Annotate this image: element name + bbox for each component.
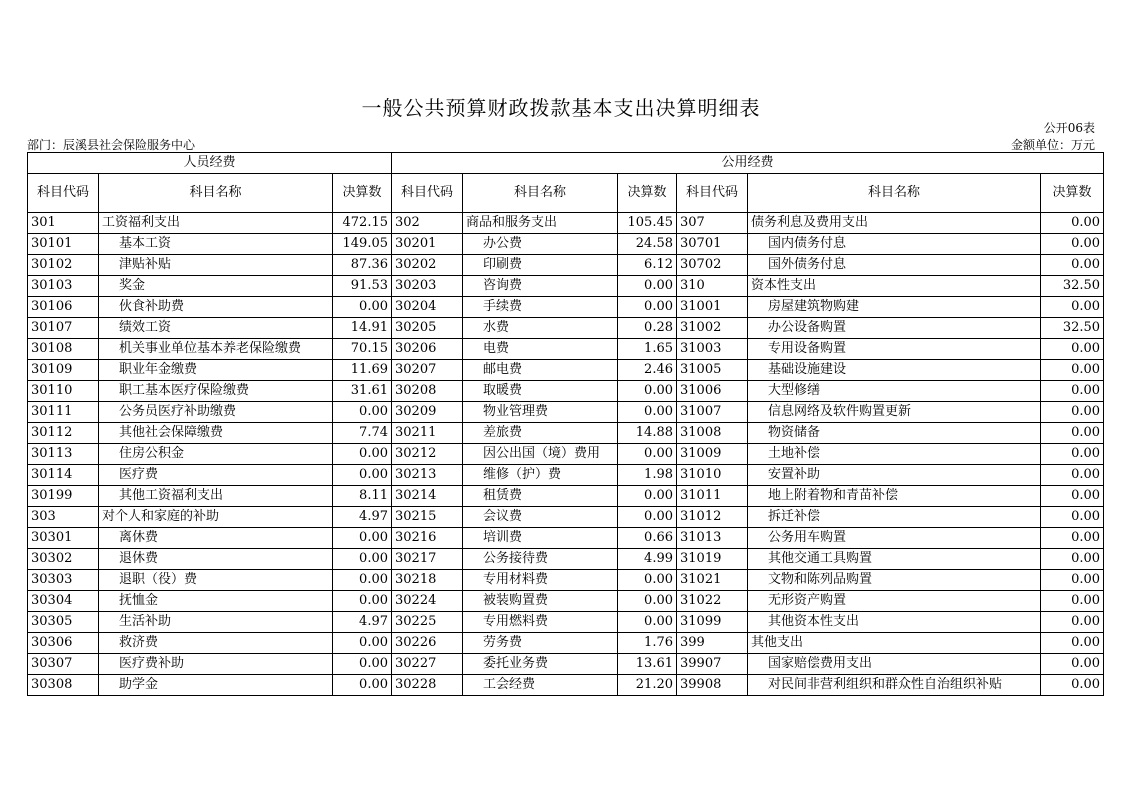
cell-amount: 0.00 bbox=[1041, 381, 1104, 402]
cell-name: 办公设备购置 bbox=[748, 318, 1041, 339]
cell-code: 30112 bbox=[28, 423, 99, 444]
cell-name: 助学金 bbox=[99, 675, 333, 696]
cell-amount: 0.00 bbox=[1041, 423, 1104, 444]
cell-code: 30216 bbox=[392, 528, 463, 549]
cell-amount: 13.61 bbox=[618, 654, 677, 675]
cell-amount: 91.53 bbox=[333, 276, 392, 297]
cell-amount: 4.97 bbox=[333, 507, 392, 528]
cell-code: 31099 bbox=[677, 612, 748, 633]
cell-name: 工会经费 bbox=[463, 675, 618, 696]
cell-amount: 0.00 bbox=[333, 444, 392, 465]
table-body bbox=[28, 213, 1104, 696]
cell-code: 30209 bbox=[392, 402, 463, 423]
cell-code: 31010 bbox=[677, 465, 748, 486]
cell-amount: 0.00 bbox=[333, 549, 392, 570]
cell-code: 31001 bbox=[677, 297, 748, 318]
table-row bbox=[28, 465, 1104, 486]
cell-code: 30207 bbox=[392, 360, 463, 381]
cell-amount: 0.00 bbox=[1041, 465, 1104, 486]
cell-amount: 0.00 bbox=[1041, 570, 1104, 591]
cell-name: 安置补助 bbox=[748, 465, 1041, 486]
cell-amount: 0.00 bbox=[333, 465, 392, 486]
cell-code: 30106 bbox=[28, 297, 99, 318]
cell-code: 30102 bbox=[28, 255, 99, 276]
cell-code: 30304 bbox=[28, 591, 99, 612]
cell-amount: 32.50 bbox=[1041, 318, 1104, 339]
cell-amount: 0.00 bbox=[618, 276, 677, 297]
table-row bbox=[28, 633, 1104, 654]
cell-amount: 1.76 bbox=[618, 633, 677, 654]
cell-code: 30111 bbox=[28, 402, 99, 423]
code-header: 科目代码 bbox=[677, 174, 748, 213]
cell-code: 30305 bbox=[28, 612, 99, 633]
cell-amount: 0.00 bbox=[1041, 654, 1104, 675]
cell-amount: 0.00 bbox=[1041, 213, 1104, 234]
cell-amount: 0.00 bbox=[618, 297, 677, 318]
cell-name: 委托业务费 bbox=[463, 654, 618, 675]
cell-name: 基本工资 bbox=[99, 234, 333, 255]
cell-amount: 0.00 bbox=[1041, 339, 1104, 360]
cell-amount: 0.00 bbox=[618, 612, 677, 633]
cell-code: 39907 bbox=[677, 654, 748, 675]
cell-code: 30110 bbox=[28, 381, 99, 402]
cell-amount: 8.11 bbox=[333, 486, 392, 507]
cell-name: 退休费 bbox=[99, 549, 333, 570]
cell-amount: 0.00 bbox=[1041, 675, 1104, 696]
cell-code: 30211 bbox=[392, 423, 463, 444]
cell-amount: 0.00 bbox=[1041, 402, 1104, 423]
cell-amount: 0.00 bbox=[333, 591, 392, 612]
cell-name: 医疗费补助 bbox=[99, 654, 333, 675]
cell-amount: 0.00 bbox=[618, 402, 677, 423]
amount-header: 决算数 bbox=[333, 174, 392, 213]
cell-amount: 87.36 bbox=[333, 255, 392, 276]
cell-code: 31019 bbox=[677, 549, 748, 570]
cell-amount: 0.00 bbox=[1041, 549, 1104, 570]
cell-name: 公务用车购置 bbox=[748, 528, 1041, 549]
table-row bbox=[28, 255, 1104, 276]
cell-code: 30206 bbox=[392, 339, 463, 360]
table-row bbox=[28, 528, 1104, 549]
cell-amount: 0.00 bbox=[333, 654, 392, 675]
cell-code: 30215 bbox=[392, 507, 463, 528]
table-row bbox=[28, 297, 1104, 318]
cell-amount: 21.20 bbox=[618, 675, 677, 696]
cell-amount: 0.00 bbox=[1041, 528, 1104, 549]
cell-code: 31022 bbox=[677, 591, 748, 612]
table-row bbox=[28, 318, 1104, 339]
cell-code: 30212 bbox=[392, 444, 463, 465]
cell-amount: 0.00 bbox=[1041, 444, 1104, 465]
name-header: 科目名称 bbox=[748, 174, 1041, 213]
personnel-header: 人员经费 bbox=[28, 153, 392, 174]
cell-code: 30201 bbox=[392, 234, 463, 255]
cell-code: 30217 bbox=[392, 549, 463, 570]
cell-code: 30214 bbox=[392, 486, 463, 507]
cell-name: 物资储备 bbox=[748, 423, 1041, 444]
cell-amount: 6.12 bbox=[618, 255, 677, 276]
amount-header: 决算数 bbox=[1041, 174, 1104, 213]
cell-amount: 0.00 bbox=[333, 675, 392, 696]
cell-name: 咨询费 bbox=[463, 276, 618, 297]
name-header: 科目名称 bbox=[99, 174, 333, 213]
cell-code: 30224 bbox=[392, 591, 463, 612]
cell-name: 其他支出 bbox=[748, 633, 1041, 654]
cell-code: 30114 bbox=[28, 465, 99, 486]
table-tag: 公开06表 bbox=[1043, 121, 1095, 135]
cell-amount: 0.00 bbox=[618, 591, 677, 612]
cell-name: 文物和陈列品购置 bbox=[748, 570, 1041, 591]
table-row bbox=[28, 591, 1104, 612]
cell-name: 债务利息及费用支出 bbox=[748, 213, 1041, 234]
cell-name: 电费 bbox=[463, 339, 618, 360]
cell-name: 伙食补助费 bbox=[99, 297, 333, 318]
cell-name: 救济费 bbox=[99, 633, 333, 654]
cell-name: 国内债务付息 bbox=[748, 234, 1041, 255]
table-row bbox=[28, 276, 1104, 297]
cell-code: 31009 bbox=[677, 444, 748, 465]
table-row bbox=[28, 402, 1104, 423]
cell-name: 住房公积金 bbox=[99, 444, 333, 465]
cell-amount: 0.00 bbox=[618, 507, 677, 528]
cell-name: 国外债务付息 bbox=[748, 255, 1041, 276]
cell-amount: 0.00 bbox=[1041, 297, 1104, 318]
cell-code: 30701 bbox=[677, 234, 748, 255]
cell-name: 地上附着物和青苗补偿 bbox=[748, 486, 1041, 507]
cell-code: 31011 bbox=[677, 486, 748, 507]
cell-amount: 0.66 bbox=[618, 528, 677, 549]
cell-name: 其他资本性支出 bbox=[748, 612, 1041, 633]
table-row bbox=[28, 654, 1104, 675]
cell-amount: 0.00 bbox=[1041, 486, 1104, 507]
cell-code: 30308 bbox=[28, 675, 99, 696]
cell-code: 30302 bbox=[28, 549, 99, 570]
cell-name: 其他工资福利支出 bbox=[99, 486, 333, 507]
cell-name: 退职（役）费 bbox=[99, 570, 333, 591]
cell-code: 307 bbox=[677, 213, 748, 234]
cell-name: 医疗费 bbox=[99, 465, 333, 486]
cell-amount: 1.65 bbox=[618, 339, 677, 360]
cell-code: 399 bbox=[677, 633, 748, 654]
cell-name: 土地补偿 bbox=[748, 444, 1041, 465]
cell-name: 绩效工资 bbox=[99, 318, 333, 339]
cell-code: 30306 bbox=[28, 633, 99, 654]
cell-name: 公务接待费 bbox=[463, 549, 618, 570]
cell-amount: 0.00 bbox=[1041, 234, 1104, 255]
cell-name: 机关事业单位基本养老保险缴费 bbox=[99, 339, 333, 360]
cell-name: 无形资产购置 bbox=[748, 591, 1041, 612]
table-row bbox=[28, 381, 1104, 402]
cell-name: 生活补助 bbox=[99, 612, 333, 633]
cell-name: 职业年金缴费 bbox=[99, 360, 333, 381]
code-header: 科目代码 bbox=[392, 174, 463, 213]
cell-name: 会议费 bbox=[463, 507, 618, 528]
cell-code: 30101 bbox=[28, 234, 99, 255]
cell-name: 专用设备购置 bbox=[748, 339, 1041, 360]
table-row bbox=[28, 507, 1104, 528]
cell-name: 大型修缮 bbox=[748, 381, 1041, 402]
cell-code: 30103 bbox=[28, 276, 99, 297]
name-header: 科目名称 bbox=[463, 174, 618, 213]
cell-amount: 32.50 bbox=[1041, 276, 1104, 297]
cell-amount: 0.00 bbox=[1041, 255, 1104, 276]
cell-amount: 0.00 bbox=[333, 570, 392, 591]
cell-name: 邮电费 bbox=[463, 360, 618, 381]
cell-amount: 14.88 bbox=[618, 423, 677, 444]
cell-name: 房屋建筑物购建 bbox=[748, 297, 1041, 318]
cell-code: 30107 bbox=[28, 318, 99, 339]
cell-name: 资本性支出 bbox=[748, 276, 1041, 297]
department-label: 部门：辰溪县社会保险服务中心 bbox=[27, 138, 196, 152]
table-row bbox=[28, 444, 1104, 465]
cell-code: 39908 bbox=[677, 675, 748, 696]
cell-amount: 11.69 bbox=[333, 360, 392, 381]
cell-code: 31007 bbox=[677, 402, 748, 423]
cell-code: 30702 bbox=[677, 255, 748, 276]
cell-name: 租赁费 bbox=[463, 486, 618, 507]
cell-amount: 0.00 bbox=[1041, 591, 1104, 612]
cell-amount: 0.00 bbox=[1041, 633, 1104, 654]
cell-code: 30108 bbox=[28, 339, 99, 360]
cell-name: 对个人和家庭的补助 bbox=[99, 507, 333, 528]
cell-name: 物业管理费 bbox=[463, 402, 618, 423]
cell-amount: 0.00 bbox=[333, 402, 392, 423]
cell-code: 30109 bbox=[28, 360, 99, 381]
cell-amount: 1.98 bbox=[618, 465, 677, 486]
cell-amount: 0.00 bbox=[618, 444, 677, 465]
table-row bbox=[28, 675, 1104, 696]
cell-code: 30227 bbox=[392, 654, 463, 675]
table-row bbox=[28, 612, 1104, 633]
cell-name: 对民间非营利组织和群众性自治组织补贴 bbox=[748, 675, 1041, 696]
cell-code: 30205 bbox=[392, 318, 463, 339]
cell-name: 公务员医疗补助缴费 bbox=[99, 402, 333, 423]
cell-code: 30113 bbox=[28, 444, 99, 465]
cell-name: 取暖费 bbox=[463, 381, 618, 402]
cell-code: 30213 bbox=[392, 465, 463, 486]
cell-name: 离休费 bbox=[99, 528, 333, 549]
table-row bbox=[28, 549, 1104, 570]
cell-amount: 4.99 bbox=[618, 549, 677, 570]
cell-amount: 70.15 bbox=[333, 339, 392, 360]
cell-code: 30307 bbox=[28, 654, 99, 675]
cell-code: 30203 bbox=[392, 276, 463, 297]
cell-code: 303 bbox=[28, 507, 99, 528]
cell-code: 30303 bbox=[28, 570, 99, 591]
cell-name: 被装购置费 bbox=[463, 591, 618, 612]
cell-name: 基础设施建设 bbox=[748, 360, 1041, 381]
cell-name: 工资福利支出 bbox=[99, 213, 333, 234]
unit-label: 金额单位：万元 bbox=[1010, 138, 1095, 152]
cell-name: 职工基本医疗保险缴费 bbox=[99, 381, 333, 402]
cell-amount: 14.91 bbox=[333, 318, 392, 339]
cell-code: 31013 bbox=[677, 528, 748, 549]
cell-code: 31003 bbox=[677, 339, 748, 360]
cell-code: 30301 bbox=[28, 528, 99, 549]
cell-name: 其他交通工具购置 bbox=[748, 549, 1041, 570]
cell-amount: 149.05 bbox=[333, 234, 392, 255]
cell-code: 31005 bbox=[677, 360, 748, 381]
cell-name: 抚恤金 bbox=[99, 591, 333, 612]
table-row bbox=[28, 423, 1104, 444]
cell-code: 30225 bbox=[392, 612, 463, 633]
cell-name: 其他社会保障缴费 bbox=[99, 423, 333, 444]
cell-code: 30226 bbox=[392, 633, 463, 654]
cell-code: 30228 bbox=[392, 675, 463, 696]
cell-code: 301 bbox=[28, 213, 99, 234]
cell-name: 手续费 bbox=[463, 297, 618, 318]
cell-name: 拆迁补偿 bbox=[748, 507, 1041, 528]
cell-code: 31002 bbox=[677, 318, 748, 339]
cell-code: 31021 bbox=[677, 570, 748, 591]
cell-amount: 0.00 bbox=[618, 381, 677, 402]
cell-name: 商品和服务支出 bbox=[463, 213, 618, 234]
cell-amount: 0.00 bbox=[618, 570, 677, 591]
cell-code: 30218 bbox=[392, 570, 463, 591]
table-row bbox=[28, 213, 1104, 234]
cell-name: 因公出国（境）费用 bbox=[463, 444, 618, 465]
cell-code: 302 bbox=[392, 213, 463, 234]
cell-amount: 0.00 bbox=[1041, 612, 1104, 633]
cell-code: 31012 bbox=[677, 507, 748, 528]
cell-amount: 105.45 bbox=[618, 213, 677, 234]
cell-code: 310 bbox=[677, 276, 748, 297]
cell-amount: 0.28 bbox=[618, 318, 677, 339]
cell-amount: 24.58 bbox=[618, 234, 677, 255]
cell-name: 奖金 bbox=[99, 276, 333, 297]
cell-code: 30202 bbox=[392, 255, 463, 276]
cell-name: 维修（护）费 bbox=[463, 465, 618, 486]
table-row bbox=[28, 486, 1104, 507]
cell-amount: 4.97 bbox=[333, 612, 392, 633]
cell-code: 31006 bbox=[677, 381, 748, 402]
cell-name: 印刷费 bbox=[463, 255, 618, 276]
amount-header: 决算数 bbox=[618, 174, 677, 213]
table-row bbox=[28, 339, 1104, 360]
code-header: 科目代码 bbox=[28, 174, 99, 213]
cell-amount: 31.61 bbox=[333, 381, 392, 402]
cell-name: 差旅费 bbox=[463, 423, 618, 444]
table-row bbox=[28, 360, 1104, 381]
cell-code: 31008 bbox=[677, 423, 748, 444]
cell-name: 办公费 bbox=[463, 234, 618, 255]
cell-code: 30204 bbox=[392, 297, 463, 318]
cell-amount: 0.00 bbox=[618, 486, 677, 507]
public-header: 公用经费 bbox=[392, 153, 1104, 174]
cell-name: 国家赔偿费用支出 bbox=[748, 654, 1041, 675]
cell-amount: 0.00 bbox=[333, 633, 392, 654]
cell-name: 培训费 bbox=[463, 528, 618, 549]
cell-name: 水费 bbox=[463, 318, 618, 339]
page-title: 一般公共预算财政拨款基本支出决算明细表 bbox=[361, 96, 761, 120]
cell-amount: 0.00 bbox=[333, 528, 392, 549]
cell-code: 30199 bbox=[28, 486, 99, 507]
cell-name: 信息网络及软件购置更新 bbox=[748, 402, 1041, 423]
cell-name: 劳务费 bbox=[463, 633, 618, 654]
cell-amount: 0.00 bbox=[1041, 507, 1104, 528]
cell-amount: 0.00 bbox=[1041, 360, 1104, 381]
expenditure-table bbox=[27, 152, 1104, 696]
cell-amount: 472.15 bbox=[333, 213, 392, 234]
cell-amount: 0.00 bbox=[333, 297, 392, 318]
table-row bbox=[28, 234, 1104, 255]
cell-amount: 2.46 bbox=[618, 360, 677, 381]
cell-amount: 7.74 bbox=[333, 423, 392, 444]
cell-name: 津贴补贴 bbox=[99, 255, 333, 276]
cell-name: 专用燃料费 bbox=[463, 612, 618, 633]
cell-code: 30208 bbox=[392, 381, 463, 402]
cell-name: 专用材料费 bbox=[463, 570, 618, 591]
table-row bbox=[28, 570, 1104, 591]
